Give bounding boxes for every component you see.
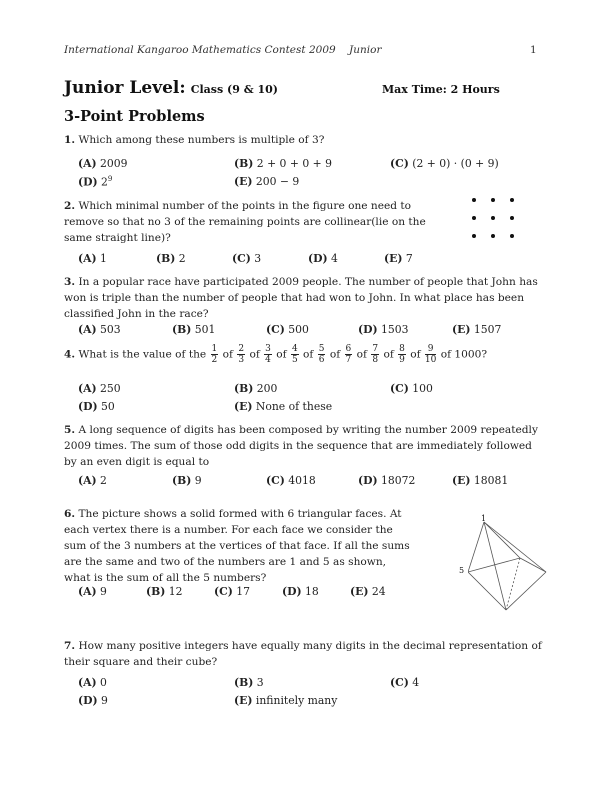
option-d[interactable]: (D) 18072 xyxy=(358,474,416,487)
question-number: 7. xyxy=(64,640,76,652)
option-d[interactable]: (D) 4 xyxy=(308,252,338,265)
exponent: 9 xyxy=(107,175,113,183)
question-number: 5. xyxy=(64,424,76,436)
fraction: $\frac{8}{9}$ xyxy=(399,344,405,365)
option-a[interactable]: (A) 9 xyxy=(78,585,107,598)
option-e[interactable]: (E) infinitely many xyxy=(234,694,338,707)
question-text: A long sequence of digits has been composed by writing the number 2009 repeatedly 2009 times. The sum of those odd digits in the sequence that are immediately followed by an even digit is equal to xyxy=(64,424,538,468)
option-c[interactable]: (C) 4 xyxy=(390,676,420,689)
option-d[interactable]: (D) $2^9$ xyxy=(78,175,113,189)
question-7 xyxy=(64,638,544,670)
option-b[interactable]: (B) 12 xyxy=(146,585,183,598)
max-time: Max Time: 2 Hours xyxy=(382,83,500,96)
option-c[interactable]: (C) 4018 xyxy=(266,474,316,487)
option-c[interactable]: (C) (2 + 0) · (0 + 9) xyxy=(390,157,499,170)
question-number: 2. xyxy=(64,200,76,212)
fraction: $\frac{6}{7}$ xyxy=(345,344,352,365)
question-number: 1. xyxy=(64,134,76,146)
option-e[interactable]: (E) 18081 xyxy=(452,474,509,487)
fraction: $\frac{2}{3}$ xyxy=(238,344,245,365)
section-title: 3-Point Problems xyxy=(64,108,205,125)
option-e[interactable]: (E) 24 xyxy=(350,585,386,598)
option-d[interactable]: (D) 1503 xyxy=(358,323,409,336)
option-c[interactable]: (C) 500 xyxy=(266,323,309,336)
vertex-label-1: 1 xyxy=(481,514,487,523)
fraction: $\frac{5}{6}$ xyxy=(318,344,325,365)
question-number: 4. xyxy=(64,348,76,361)
option-a[interactable]: (A) 503 xyxy=(78,323,121,336)
question-number: 3. xyxy=(64,276,76,288)
option-a[interactable]: (A) 2 xyxy=(78,474,107,487)
fraction: $\frac{3}{4}$ xyxy=(265,344,271,365)
level-tag: Junior xyxy=(349,44,382,56)
question-text: Which among these numbers is multiple of 3? xyxy=(78,134,325,146)
title-row xyxy=(64,78,278,98)
option-a[interactable]: (A) 250 xyxy=(78,382,121,395)
running-header xyxy=(64,44,381,56)
solid-figure xyxy=(468,514,558,614)
option-c[interactable]: (C) 3 xyxy=(232,252,262,265)
option-b[interactable]: (B) 9 xyxy=(172,474,202,487)
question-text: Which minimal number of the points in the figure one need to remove so that no 3 of the remaining points are collinear(lie on the same straight line)? xyxy=(64,200,426,244)
option-a[interactable]: (A) 1 xyxy=(78,252,107,265)
question-3 xyxy=(64,274,542,322)
fraction: $\frac{7}{8}$ xyxy=(372,344,379,365)
question-text: In a popular race have participated 2009 people. The number of people that John has won is triple than the number of people that had won to John. In what place has been classified John in the race? xyxy=(64,276,538,320)
option-b[interactable]: (B) 2 xyxy=(156,252,186,265)
option-e[interactable]: (E) 7 xyxy=(384,252,413,265)
vertex-label-5: 5 xyxy=(459,566,465,575)
option-a[interactable]: (A) 0 xyxy=(78,676,107,689)
fraction: $\frac{4}{5}$ xyxy=(291,344,298,365)
option-b[interactable]: (B) 3 xyxy=(234,676,264,689)
question-text: The picture shows a solid formed with 6 triangular faces. At each vertex there is a number. For each face we consider the sum of the 3 numbers at the vertices of that face. If all the sums are the same and two of the numbers are 1 and 5 as shown, what is the sum of all the 5 numbers? xyxy=(64,508,410,584)
option-c[interactable]: (C) 17 xyxy=(214,585,250,598)
question-6 xyxy=(64,506,410,586)
option-d[interactable]: (D) 9 xyxy=(78,694,108,707)
page-number: 1 xyxy=(530,44,537,56)
option-b[interactable]: (B) 501 xyxy=(172,323,216,336)
fraction: $\frac{9}{10}$ xyxy=(424,344,437,365)
option-e[interactable]: (E) 200 − 9 xyxy=(234,175,300,188)
question-2 xyxy=(64,198,452,246)
level-title: Junior Level: xyxy=(64,78,186,98)
option-d[interactable]: (D) 18 xyxy=(282,585,319,598)
option-a[interactable]: (A) 2009 xyxy=(78,157,128,170)
option-d[interactable]: (D) 50 xyxy=(78,400,115,413)
fraction: $\frac{1}{2}$ xyxy=(211,344,218,365)
class-label: Class (9 & 10) xyxy=(190,83,278,96)
point-grid-figure xyxy=(472,198,516,242)
option-e[interactable]: (E) 1507 xyxy=(452,323,502,336)
question-text: How many positive integers have equally many digits in the decimal representation of their square and their cube? xyxy=(64,640,542,668)
question-5 xyxy=(64,422,544,470)
option-c[interactable]: (C) 100 xyxy=(390,382,433,395)
contest-name: International Kangaroo Mathematics Contest 2009 xyxy=(64,44,336,56)
question-1 xyxy=(64,132,544,148)
question-number: 6. xyxy=(64,508,76,520)
question-4: 4. What is the value of the $\frac{1}{2}$ of $\frac{2}{3}$ of $\frac{3}{4}$ of $\frac{4}{5}$ of $\frac{5}{6}$ of $\frac{6}{7}$ of $\frac{7}{8}$ of $\frac{8}{9}$ of $\frac{9}{10}$ of 1000? xyxy=(64,344,488,365)
option-b[interactable]: (B) 2 + 0 + 0 + 9 xyxy=(234,157,332,170)
option-b[interactable]: (B) 200 xyxy=(234,382,278,395)
option-e[interactable]: (E) None of these xyxy=(234,400,333,413)
question-text: What is the value of the xyxy=(78,348,207,361)
